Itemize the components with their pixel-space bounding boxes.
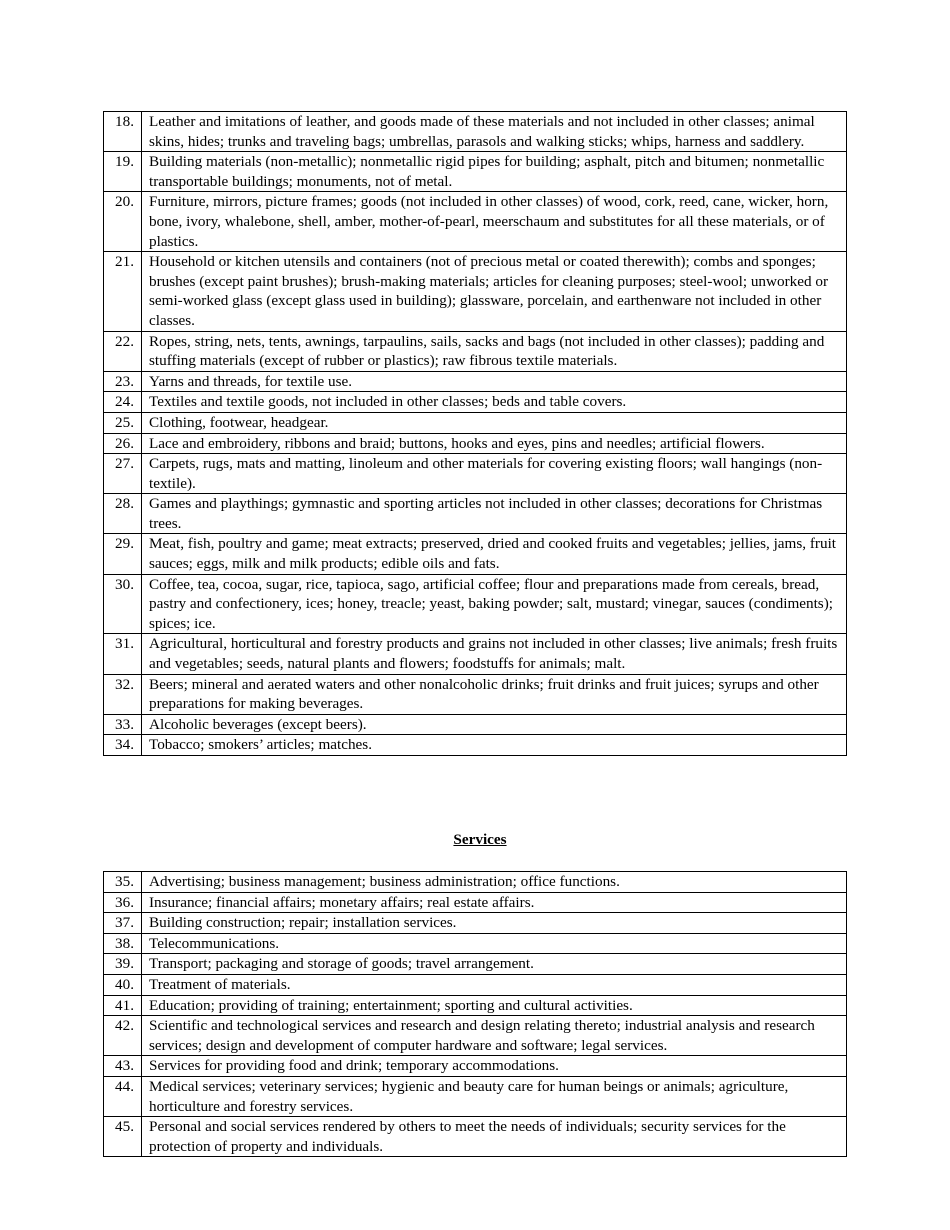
table-row <box>104 1117 847 1157</box>
class-number: 40. <box>104 974 142 995</box>
table-row <box>104 913 847 934</box>
class-number: 36. <box>104 892 142 913</box>
class-number: 37. <box>104 913 142 934</box>
table-row <box>104 534 847 574</box>
class-description: Medical services; veterinary services; hygienic and beauty care for human beings or animals; agriculture, horticulture and forestry services. <box>142 1076 847 1116</box>
class-number: 20. <box>104 192 142 252</box>
class-number: 27. <box>104 454 142 494</box>
class-description: Coffee, tea, cocoa, sugar, rice, tapioca, sago, artificial coffee; flour and preparations made from cereals, bread, pastry and confectionery, ices; honey, treacle; yeast, baking powder; salt, mustard; vinegar, sauces (condiments); spices; ice. <box>142 574 847 634</box>
table-row <box>104 1076 847 1116</box>
table-row <box>104 872 847 893</box>
goods-classes-table <box>103 111 847 756</box>
class-description: Clothing, footwear, headgear. <box>142 412 847 433</box>
table-row <box>104 974 847 995</box>
services-heading: Services <box>453 831 507 848</box>
class-number: 32. <box>104 674 142 714</box>
class-number: 30. <box>104 574 142 634</box>
class-number: 45. <box>104 1117 142 1157</box>
class-description: Leather and imitations of leather, and goods made of these materials and not included in other classes; animal skins, hides; trunks and traveling bags; umbrellas, parasols and walking sticks; whips, harness and saddlery. <box>142 112 847 152</box>
table-row <box>104 371 847 392</box>
class-number: 29. <box>104 534 142 574</box>
table-row <box>104 714 847 735</box>
table-row <box>104 252 847 331</box>
class-number: 23. <box>104 371 142 392</box>
table-row <box>104 1056 847 1077</box>
class-description: Telecommunications. <box>142 933 847 954</box>
class-description: Services for providing food and drink; temporary accommodations. <box>142 1056 847 1077</box>
table-row <box>104 735 847 756</box>
class-number: 19. <box>104 152 142 192</box>
class-number: 25. <box>104 412 142 433</box>
class-number: 44. <box>104 1076 142 1116</box>
class-number: 24. <box>104 392 142 413</box>
table-row <box>104 933 847 954</box>
table-row <box>104 112 847 152</box>
table-row <box>104 494 847 534</box>
table-row <box>104 634 847 674</box>
class-description: Yarns and threads, for textile use. <box>142 371 847 392</box>
class-description: Lace and embroidery, ribbons and braid; buttons, hooks and eyes, pins and needles; artificial flowers. <box>142 433 847 454</box>
class-number: 43. <box>104 1056 142 1077</box>
table-row <box>104 331 847 371</box>
class-description: Advertising; business management; business administration; office functions. <box>142 872 847 893</box>
table-row <box>104 1016 847 1056</box>
table-row <box>104 574 847 634</box>
table-row <box>104 954 847 975</box>
table-row <box>104 674 847 714</box>
table-row <box>104 454 847 494</box>
class-description: Carpets, rugs, mats and matting, linoleum and other materials for covering existing floors; wall hangings (non-textile). <box>142 454 847 494</box>
table-row <box>104 433 847 454</box>
class-description: Textiles and textile goods, not included in other classes; beds and table covers. <box>142 392 847 413</box>
class-number: 42. <box>104 1016 142 1056</box>
table-row <box>104 892 847 913</box>
class-number: 26. <box>104 433 142 454</box>
class-description: Furniture, mirrors, picture frames; goods (not included in other classes) of wood, cork, reed, cane, wicker, horn, bone, ivory, whalebone, shell, amber, mother-of-pearl, meerschaum and substitutes for all these materials, or of plastics. <box>142 192 847 252</box>
table-row <box>104 192 847 252</box>
class-description: Transport; packaging and storage of goods; travel arrangement. <box>142 954 847 975</box>
class-description: Personal and social services rendered by others to meet the needs of individuals; security services for the protection of property and individuals. <box>142 1117 847 1157</box>
class-number: 35. <box>104 872 142 893</box>
class-number: 21. <box>104 252 142 331</box>
class-description: Building materials (non-metallic); nonmetallic rigid pipes for building; asphalt, pitch and bitumen; nonmetallic transportable buildings; monuments, not of metal. <box>142 152 847 192</box>
class-description: Beers; mineral and aerated waters and other nonalcoholic drinks; fruit drinks and fruit juices; syrups and other preparations for making beverages. <box>142 674 847 714</box>
class-number: 41. <box>104 995 142 1016</box>
class-description: Scientific and technological services and research and design relating thereto; industrial analysis and research services; design and development of computer hardware and software; legal services. <box>142 1016 847 1056</box>
table-row <box>104 152 847 192</box>
table-row <box>104 392 847 413</box>
class-description: Tobacco; smokers’ articles; matches. <box>142 735 847 756</box>
class-description: Treatment of materials. <box>142 974 847 995</box>
class-description: Agricultural, horticultural and forestry products and grains not included in other classes; live animals; fresh fruits and vegetables; seeds, natural plants and flowers; foodstuffs for animals; malt. <box>142 634 847 674</box>
class-number: 22. <box>104 331 142 371</box>
class-number: 34. <box>104 735 142 756</box>
class-number: 18. <box>104 112 142 152</box>
class-number: 28. <box>104 494 142 534</box>
class-description: Insurance; financial affairs; monetary affairs; real estate affairs. <box>142 892 847 913</box>
table-row <box>104 995 847 1016</box>
table-row <box>104 412 847 433</box>
services-classes-table <box>103 871 847 1157</box>
class-description: Alcoholic beverages (except beers). <box>142 714 847 735</box>
class-description: Meat, fish, poultry and game; meat extracts; preserved, dried and cooked fruits and vegetables; jellies, jams, fruit sauces; eggs, milk and milk products; edible oils and fats. <box>142 534 847 574</box>
class-description: Household or kitchen utensils and containers (not of precious metal or coated therewith); combs and sponges; brushes (except paint brushes); brush-making materials; articles for cleaning purposes; steel-wool; unworked or semi-worked glass (except glass used in building); glassware, porcelain, and earthenware not included in other classes. <box>142 252 847 331</box>
class-number: 33. <box>104 714 142 735</box>
class-description: Education; providing of training; entertainment; sporting and cultural activities. <box>142 995 847 1016</box>
class-description: Games and playthings; gymnastic and sporting articles not included in other classes; decorations for Christmas trees. <box>142 494 847 534</box>
class-number: 39. <box>104 954 142 975</box>
class-number: 31. <box>104 634 142 674</box>
class-number: 38. <box>104 933 142 954</box>
class-description: Ropes, string, nets, tents, awnings, tarpaulins, sails, sacks and bags (not included in other classes); padding and stuffing materials (except of rubber or plastics); raw fibrous textile materials. <box>142 331 847 371</box>
class-description: Building construction; repair; installation services. <box>142 913 847 934</box>
